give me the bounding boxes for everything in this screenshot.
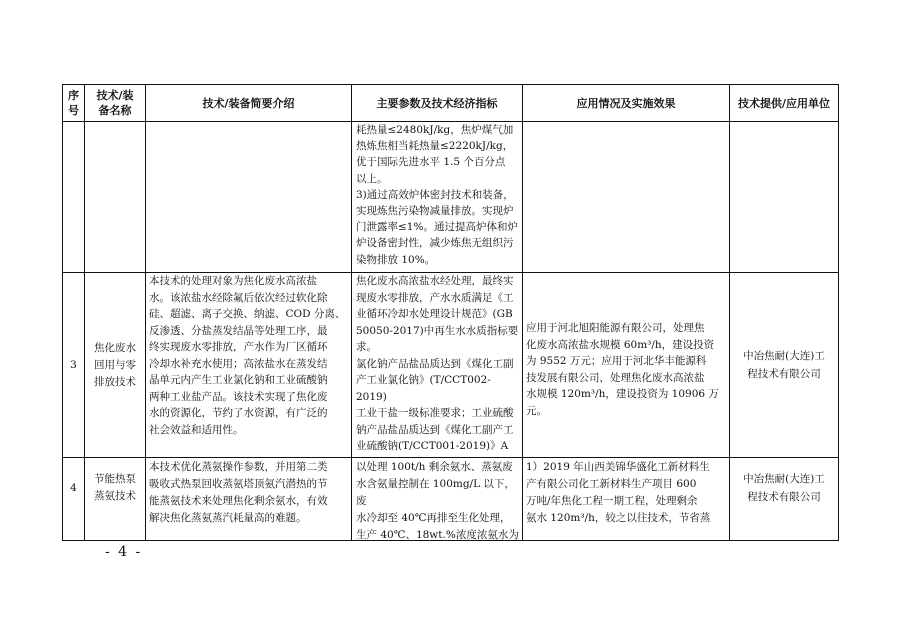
header-name: 技术/装 备名称: [96, 89, 134, 117]
technology-table: [62, 84, 839, 541]
page-number: - 4 -: [105, 544, 143, 560]
table-cell-no: 3: [70, 358, 77, 371]
column-divider: [351, 85, 352, 540]
table-cell-params: 耗热量≤2480kJ/kg，焦炉煤气加 热炼焦相当耗热量≤2220kJ/kg， 优于国际先进水平 1.5 个百分点 以上。 3)通过高效炉体密封技术和装备， 实现炼焦污染物减量排放。实现炉 门泄露率≤1%。通过提高炉体和炉 炉设备密封性，减少炼焦无组织污 染物排放 10%。: [356, 124, 518, 266]
table-cell-name: 节能热泵 蒸氨技术: [94, 473, 136, 502]
column-divider: [522, 85, 523, 540]
table-cell-application: 1）2019 年山西美锦华盛化工新材料生 产有限公司化工新材料生产项目 600 万吨/年焦化工程一期工程，处理剩余 氨水 120m³/h，较之以往技术，节省蒸: [526, 461, 711, 524]
table-cell-intro: 本技术优化蒸氨操作参数，并用第二类 吸收式热泵回收蒸氨塔顶氨汽潜热的节 能蒸氨技术来处理焦化剩余氨水，有效 解决焦化蒸氨蒸汽耗量高的难题。: [149, 461, 328, 524]
table-cell-intro: 本技术的处理对象为焦化废水高浓盐 水。该浓盐水经除氟后依次经过软化除 硅、超滤、离子交换、纳滤、COD 分离、 反渗透、分盐蒸发结晶等处理工序，最 终实现废水零排放，产水作为厂区循环 冷却水补充水使用；高浓盐水在蒸发结 晶单元内产生工业氯化钠和工业硫酸钠 两种工业盐产品。该技术实现了焦化废 水的资源化，节约了水资源，有广泛的 社会效益和适用性。: [149, 275, 346, 436]
table-cell-no: 4: [70, 481, 77, 494]
column-divider: [145, 85, 146, 540]
table-cell-application: 应用于河北旭阳能源有限公司，处理焦 化废水高浓盐水规模 60m³/h，建设投资 为 9552 万元；应用于河北华丰能源科 技发展有限公司，处理焦化废水高浓盐 水规模 120m³/h，建设投资为 10906 万 元。: [526, 322, 719, 417]
row-divider: [63, 457, 838, 458]
table-cell-provider: 中冶焦耐(大连)工 程技术有限公司: [743, 350, 825, 380]
table-cell-provider: 中冶焦耐(大连)工 程技术有限公司: [743, 473, 825, 503]
header-application: 应用情况及实施效果: [576, 96, 676, 110]
table-cell-params: 焦化废水高浓盐水经处理，最终实 现废水零排放，产水水质满足《工 业循环冷却水处理设计规范》(GB 50050-2017)中再生水水质指标要 求。 氯化钠产品盐品质达到《煤化工副 产工业氯化钠》(T/CCT002-2019) 工业干盐一级标准要求；工业硫酸 钠产品盐品质达到《煤化工副产工 业硫酸钠(T/CCT001-2019)》A: [356, 275, 519, 452]
header-no: 序 号: [68, 89, 79, 117]
table-cell-params: 以处理 100t/h 剩余氨水、蒸氨废 水含氨量控制在 100mg/L 以下，废 水冷却至 40℃再排至生化处理， 生产 40℃、18wt.%浓度浓氨水为: [356, 461, 519, 541]
header-provider: 技术提供/应用单位: [737, 96, 831, 110]
header-intro: 技术/装备简要介绍: [202, 96, 295, 110]
table-cell-name: 焦化废水 回用与零 排放技术: [94, 341, 136, 388]
header-params: 主要参数及技术经济指标: [376, 96, 498, 110]
